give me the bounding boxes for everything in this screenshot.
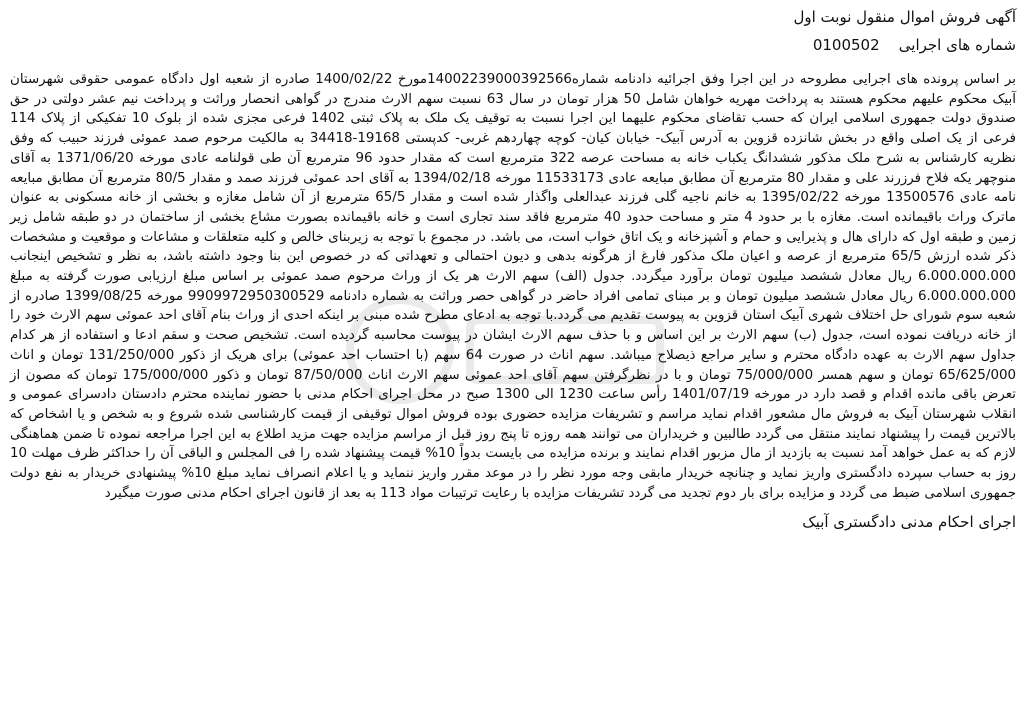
- execution-number-row: [10, 34, 1016, 56]
- notice-footer: اجرای احکام مدنی دادگستری آبیک: [802, 513, 1016, 532]
- execution-number-label: شماره های اجرایی: [898, 36, 1016, 54]
- notice-body: بر اساس پرونده های اجرایی مطروحه در این اجرا وفق اجرائیه دادنامه شماره14002239000392566مورخ 1400/02/22 صادره از شعبه اول دادگاه عمومی حقوقی شهرستان آبیک محکوم علیهم محکوم هستند به پرداخت مهریه خواهان شامل 50 هزار تومان در سال 63 نسبت سهم الارث مندرج در گواهی انحصار وراثت و پرداخت نیم عشر دولتی در حق صندوق دولت جمهوری اسلامی ایران که حسب تقاضای محکوم علیهما این اجرا نسبت به توقیف یک ملک به پلاک ثبتی 1402 فرعی مجزی شده از بلوک 10 تفکیکی از پلاک 114 فرعی از یک اصلی واقع در بخش شانزده قزوین به آدرس آبیک- خیابان کیان- کوچه چهاردهم غربی- کدپستی 19168-34418 به مالکیت مرحوم صمد عموئی فرزند حبیب که وفق نظریه کارشناس به شرح ملک مذکور ششدانگ یکباب خانه به مساحت عرصه 322 مترمربع است که مقدار حدود 96 مترمربع آن طی قولنامه عادی مورخه 1371/06/20 به آقای منوچهر یکه فلاح فرزرند علی و مقدار 80 مترمربع آن مطابق مبایعه عادی 11533173 مورخه 1394/02/18 به آقای احد عموئی فرزند صمد و مقدار 80/5 مترمربع آن مطابق مبایعه نامه عادی 13500576 مورخه 1395/02/22 به خانم ناجیه گلی فرزند عبدالعلی واگذار شده است و مقدار 65/5 مترمربع از آن شامل مغازه و بخشی از خانه مسکونی به عنوان ماترک وراث باقیمانده است. مغازه با بر حدود 4 متر و مساحت حدود 40 مترمربع فاقد سند تجاری است و خانه باقیمانده بصورت مشاع بخشی از ساختمان در دو طبقه شامل زیر زمین و طبقه اول که دارای هال و پذیرایی و حمام و آشپزخانه و یک اتاق خواب است، می باشد. در مجموع با توجه به زیربنای خالص و کلیه متعلقات و مشاعات و موقعیت و مشخصات ذکر شده ارزش 65/5 مترمربع از عرصه و اعیان ملک مذکور فارغ از هرگونه بدهی و دیون احتمالی و تعهداتی که در خصوص این بنا وجود داشته باشد، به نظر و تشخیص اینجانب 6.000.000.000 ریال معادل ششصد میلیون تومان برآورد میگردد. جدول (الف) سهم الارث هر یک از وراث مرحوم صمد عموئی بر اساس مبلغ ارزیابی صورت گرفته به مبلغ 6.000.000.000 ریال معادل ششصد میلیون تومان و بر مبنای تمامی افراد حاضر در گواهی حصر وراثت به شماره دادنامه 9909972950300529 مورخه 1399/08/25 صادره از شعبه سوم شورای حل اختلاف شهری آبیک استان قزوین به پیوست تقدیم می گردد.با توجه به ادعای مطرح شده مبنی بر اینکه احدی از وراث بنام آقای احد عموئی سهم الارث خود را از خانه دریافت نموده است، جدول (ب) سهم الارث بر این اساس و با حذف سهم الارث ایشان در پیوست محاسبه گردیده است. تشخیص صحت و سقم ادعا و استفاده از هر کدام جداول سهم الارث به عهده دادگاه محترم و سایر مراجع ذیصلاح میباشد. سهم اناث در صورت 64 سهم (با احتساب احد عموئی) برای هریک از ذکور 131/250/000 تومان و اناث 65/625/000 تومان و سهم همسر 75/000/000 تومان و با در نظرگرفتن سهم آقای احد عموئی سهم الارث اناث 87/50/000 تومان و ذکور 175/000/000 تومان که مصون از تعرض باقی مانده اقدام و قصد دارد در مورخه 1401/07/19 رأس ساعت 1230 الی 1300 صبح در محل اجرای احکام مدنی با حضور نماینده محترم دادستان دادسرای عمومی و انقلاب شهرستان آبیک به فروش مال مشعور اقدام نماید مراسم و تشریفات مزایده حضوری بوده فروش اموال توقیفی از قیمت کارشناسی شده شروع و به شخص و یا اشخاص که بالاترین قیمت را پیشنهاد نمایند منتقل می گردد طالبین و خریداران می توانند همه روزه تا پنج روز قبل از مراسم مزایده جهت مزید اطلاع به این اجرا مراجعه نموده تا ضمن هماهنگی لازم که به عمل خواهد آمد نسبت به بازدید از مال مزبور اقدام نمایند و برنده مزایده می بایست بدواً 10% قیمت پیشنهاد شده را فی المجلس و الباقی آن را حداکثر ظرف مهلت 10 روز به حساب سپرده دادگستری واریز نماید و چنانچه خریدار مابقی وجه مورد نظر را در موعد مقرر واریز ننماید و یا اعلام انصراف نماید مبلغ 10% پیشنهادی خریدار به نفع دولت جمهوری اسلامی ضبط می گردد و مزایده برای بار دوم تجدید می گردد تشریفات مزایده با رعایت ترتیبات مواد 113 به بعد از قانون اجرای احکام مدنی صورت میگیرد: [10, 72, 1017, 501]
- notice-title: آگهی فروش اموال منقول نوبت اول: [793, 8, 1016, 26]
- execution-number-value: 0100502: [812, 36, 880, 54]
